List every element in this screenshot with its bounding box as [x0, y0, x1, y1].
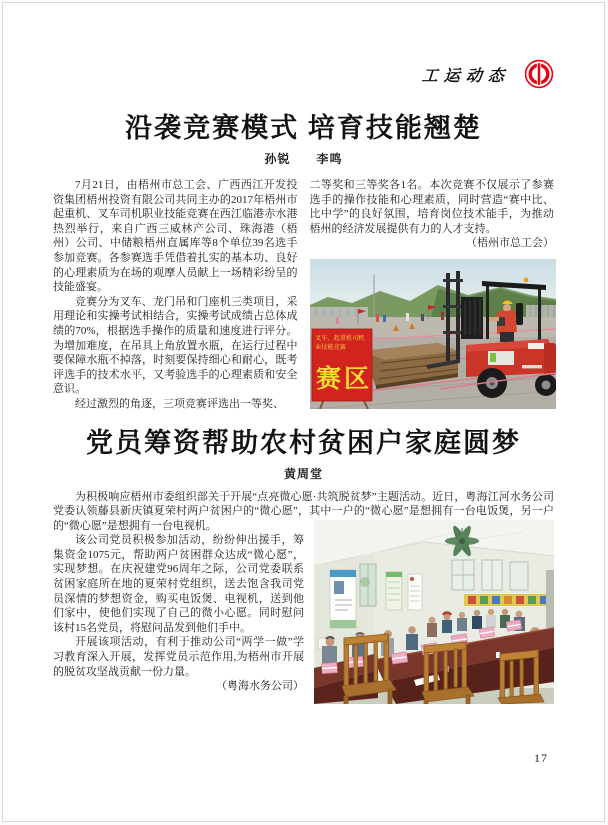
article1-paragraph: 7月21日，由梧州市总工会、广西西江开发投资集团梧州投资有限公司共同主办的2017年梧州市起重机、叉车司机职业技能竞赛在西江临港赤水港热烈举行，来自广西三威林产公司、珠海港（梧州）公司、中储粮梧州直属库等8个单位39名选手参加竞赛。各参赛选手凭借着扎实的基本功、良好的心理素质为在场的观摩人员献上一场精彩纷呈的技能盛宴。 [53, 179, 298, 294]
article1-attribution: （梧州市总工会） [466, 237, 554, 250]
article2-paragraph: 该公司党员积极参加活动，纷纷伸出援手，筹集资金1075元，帮助两户贫困群众达成“微心愿”，实现梦想。在庆祝建党96周年之际，公司党委联系贫困家庭所在地的夏荣村党组织，送去饱含我司党员深情的梦想资金，购买电饭煲、电视机，送到他们家中，使他们实现了自己的微小心愿。同时慰问该村15名党员，将慰问品发到他们手中。 [53, 534, 304, 634]
section-label: 工运动态 [421, 67, 511, 85]
article-1 [53, 113, 554, 412]
photo2-banner [464, 594, 554, 606]
magazine-page [2, 2, 605, 822]
article2-paragraph: 为积极响应梧州市委组织部关于开展“点亮微心愿·共筑脱贫梦”主题活动。近日，粤海江河水务公司党委认领藤县新庆镇夏荣村两户贫困户的“微心愿”，其中一户的“微心愿”是想拥有一台电饭煲，另一户的“微心愿”是想拥有一台电视机。 [53, 490, 554, 532]
article2-title: 党员筹资帮助农村贫困户家庭圆梦 [86, 427, 521, 458]
article1-column-left [53, 178, 298, 412]
village-meeting-room-photo [314, 520, 554, 704]
photo1-sign-small-text1: 叉车、起重机司机 [314, 334, 364, 342]
article1-title: 沿袭竞赛模式 培育技能翘楚 [125, 113, 482, 143]
article1-byline: 孙锐 李鸣 [264, 152, 343, 166]
page-header [53, 59, 554, 89]
photo1-sign [312, 329, 372, 409]
article2-byline: 黄周堂 [283, 466, 323, 481]
forklift-competition-photo [310, 259, 556, 409]
photo1-sign-small-text2: 业技能竞赛 [314, 343, 346, 351]
photo1-sign-main-text: 赛区 [315, 364, 372, 393]
article2-body [53, 490, 554, 710]
photo2-door [546, 570, 554, 628]
article1-paragraph: 二等奖和三等奖各1名。本次竞赛不仅展示了参赛选手的操作技能和心理素质，同时营造“赛中比、比中学”的良好氛围，培育岗位技术能手，为推动梧州的经济发展提供有力的人才支持。 [309, 179, 554, 235]
union-logo-icon [524, 59, 554, 89]
page-number: 17 [534, 751, 548, 765]
article2-paragraph: 开展该项活动，有利于推动公司“两学一做”学习教育深入开展，发挥党员示范作用,为梧州市开展的脱贫攻坚战贡献一份力量。 [53, 636, 304, 678]
article1-paragraph: 竞赛分为叉车、龙门吊和门座机三类项目，采用理论和实操考试相结合，实操考试成绩占总体成绩的70%，根据选手操作的质量和速度进行评分。为增加难度，在吊具上角放置水瓶，在运行过程中要保障水瓶不掉落，时刻要保持细心和耐心，既考评选手的技术水平，又考验选手的心理素质和安全意识。 [53, 295, 298, 396]
article1-column-right [310, 178, 555, 412]
article2-attribution: （粤海水务公司） [216, 680, 304, 693]
article-2 [53, 428, 554, 710]
article1-paragraph: 经过激烈的角逐，三项竞赛评选出一等奖、 [75, 397, 284, 410]
